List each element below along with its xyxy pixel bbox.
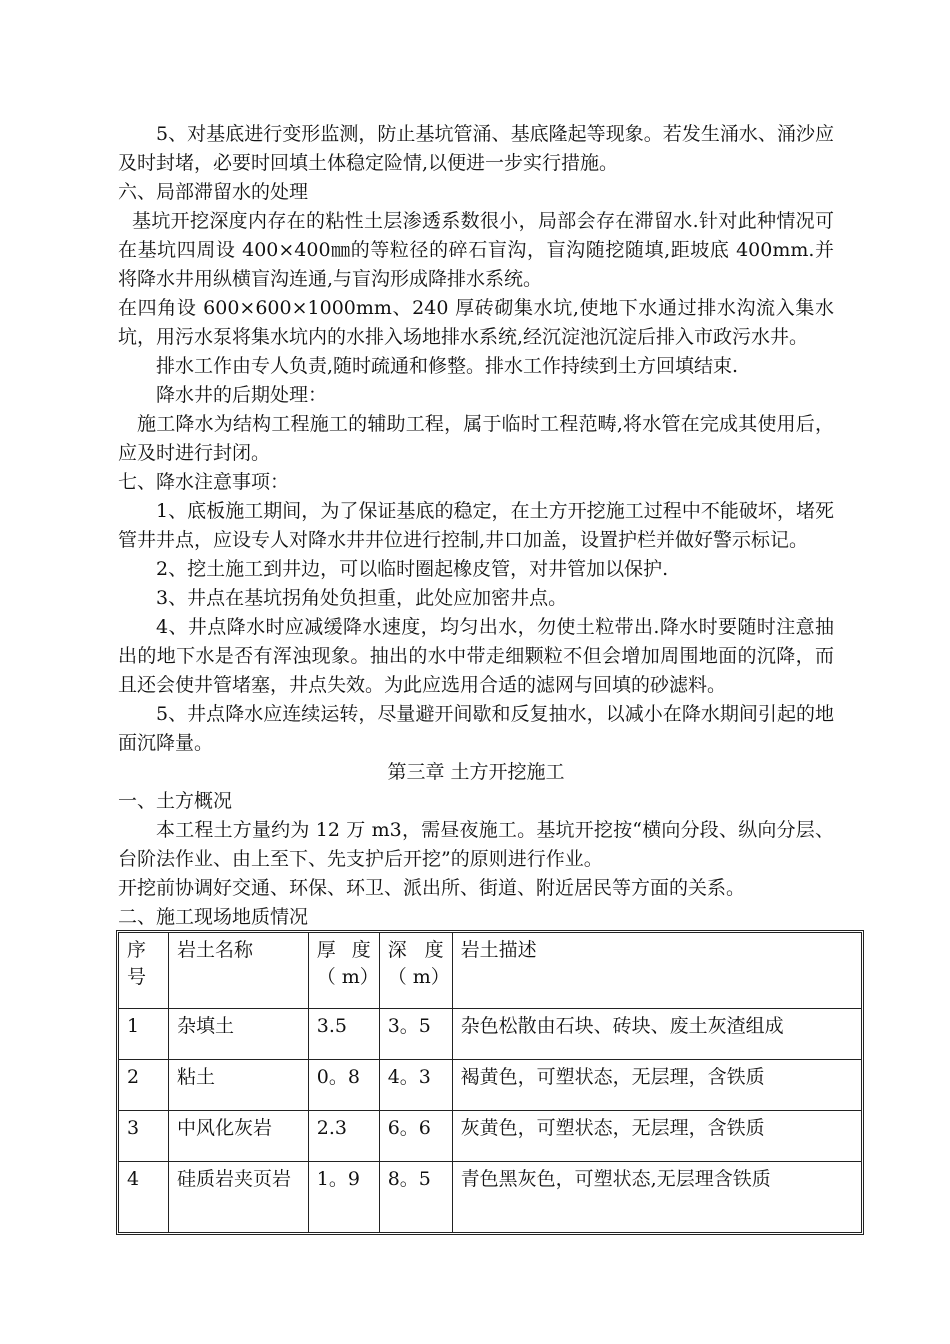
- section-heading: 二、施工现场地质情况: [118, 906, 309, 928]
- chapter-title: 第三章 土方开挖施工: [387, 761, 565, 783]
- table-cell: 2.3: [308, 1111, 379, 1162]
- table-row: [119, 1162, 862, 1233]
- paragraph: 开挖前协调好交通、环保、环卫、派出所、街道、附近居民等方面的关系。: [118, 877, 746, 899]
- column-header: 序号: [119, 933, 169, 1009]
- paragraph: 3、井点在基坑拐角处负担重，此处应加密井点。: [156, 587, 568, 609]
- table-cell: 1: [119, 1009, 169, 1060]
- table-cell: 3。5: [379, 1009, 452, 1060]
- table-row: [119, 1111, 862, 1162]
- section-heading: 一、土方概况: [118, 790, 233, 812]
- table-cell: 4: [119, 1162, 169, 1233]
- table-cell: 1。9: [308, 1162, 379, 1233]
- paragraph: 5、对基底进行变形监测，防止基坑管涌、基底隆起等现象。若发生涌水、涌沙应及时封堵，必要时回填土体稳定险情,以便进一步实行措施。: [118, 123, 834, 174]
- table-cell: 粘土: [168, 1060, 308, 1111]
- paragraph: 降水井的后期处理：: [156, 384, 328, 406]
- column-header: 厚 度（ m）: [308, 933, 379, 1009]
- column-header: 岩土描述: [452, 933, 861, 1009]
- paragraph: 1、底板施工期间，为了保证基底的稳定，在土方开挖施工过程中不能破坏，堵死管井井点，应设专人对降水井井位进行控制,井口加盖，设置护栏并做好警示标记。: [118, 500, 834, 551]
- section-heading: 六、局部滞留水的处理: [118, 181, 309, 203]
- paragraph: 本工程土方量约为 12 万 m3，需昼夜施工。基坑开挖按“横向分段、纵向分层、台阶法作业、由上至下、先支护后开挖”的原则进行作业。: [118, 819, 834, 870]
- document-body: [118, 120, 834, 1233]
- paragraph: 2、挖土施工到井边，可以临时圈起橡皮管，对井管加以保护.: [156, 558, 669, 580]
- table-cell: 4。3: [379, 1060, 452, 1111]
- table-cell: 8。5: [379, 1162, 452, 1233]
- paragraph: 施工降水为结构工程施工的辅助工程，属于临时工程范畴,将水管在完成其使用后，应及时进行封闭。: [118, 413, 834, 464]
- table-cell: 0。8: [308, 1060, 379, 1111]
- table-cell: 3: [119, 1111, 169, 1162]
- paragraph: 在四角设 600×600×1000mm、240 厚砖砌集水坑,使地下水通过排水沟流入集水坑，用污水泵将集水坑内的水排入场地排水系统,经沉淀池沉淀后排入市政污水井。: [118, 297, 834, 348]
- table-cell: 2: [119, 1060, 169, 1111]
- column-header: 岩土名称: [168, 933, 308, 1009]
- paragraph: 5、井点降水应连续运转，尽量避开间歇和反复抽水，以减小在降水期间引起的地面沉降量。: [118, 703, 834, 754]
- table-cell: 中风化灰岩: [168, 1111, 308, 1162]
- table-cell: 褐黄色，可塑状态，无层理，含铁质: [452, 1060, 861, 1111]
- table-cell: 3.5: [308, 1009, 379, 1060]
- paragraph: 排水工作由专人负责,随时疏通和修整。排水工作持续到土方回填结束.: [156, 355, 739, 377]
- geology-table: [118, 932, 862, 1233]
- column-header: 深 度（ m）: [379, 933, 452, 1009]
- table-cell: 灰黄色，可塑状态，无层理，含铁质: [452, 1111, 861, 1162]
- section-heading: 七、降水注意事项：: [118, 471, 290, 493]
- paragraph: 4、井点降水时应减缓降水速度，均匀出水，勿使土粒带出.降水时要随时注意抽出的地下水是否有浑浊现象。抽出的水中带走细颗粒不但会增加周围地面的沉降，而且还会使井管堵塞，井点失效。为此应选用合适的滤网与回填的砂滤料。: [118, 616, 834, 696]
- table-cell: 硅质岩夹页岩: [168, 1162, 308, 1233]
- table-header-row: [119, 933, 862, 1009]
- table-cell: 杂填土: [168, 1009, 308, 1060]
- table-cell: 6。6: [379, 1111, 452, 1162]
- table-cell: 青色黑灰色，可塑状态,无层理含铁质: [452, 1162, 861, 1233]
- paragraph: 基坑开挖深度内存在的粘性土层渗透系数很小，局部会存在滞留水.针对此种情况可在基坑四周设 400×400㎜的等粒径的碎石盲沟，盲沟随挖随填,距坡底 400mm.并将降水井用纵横盲沟连通,与盲沟形成降排水系统。: [118, 210, 834, 290]
- table-cell: 杂色松散由石块、砖块、废土灰渣组成: [452, 1009, 861, 1060]
- table-row: [119, 1009, 862, 1060]
- table-row: [119, 1060, 862, 1111]
